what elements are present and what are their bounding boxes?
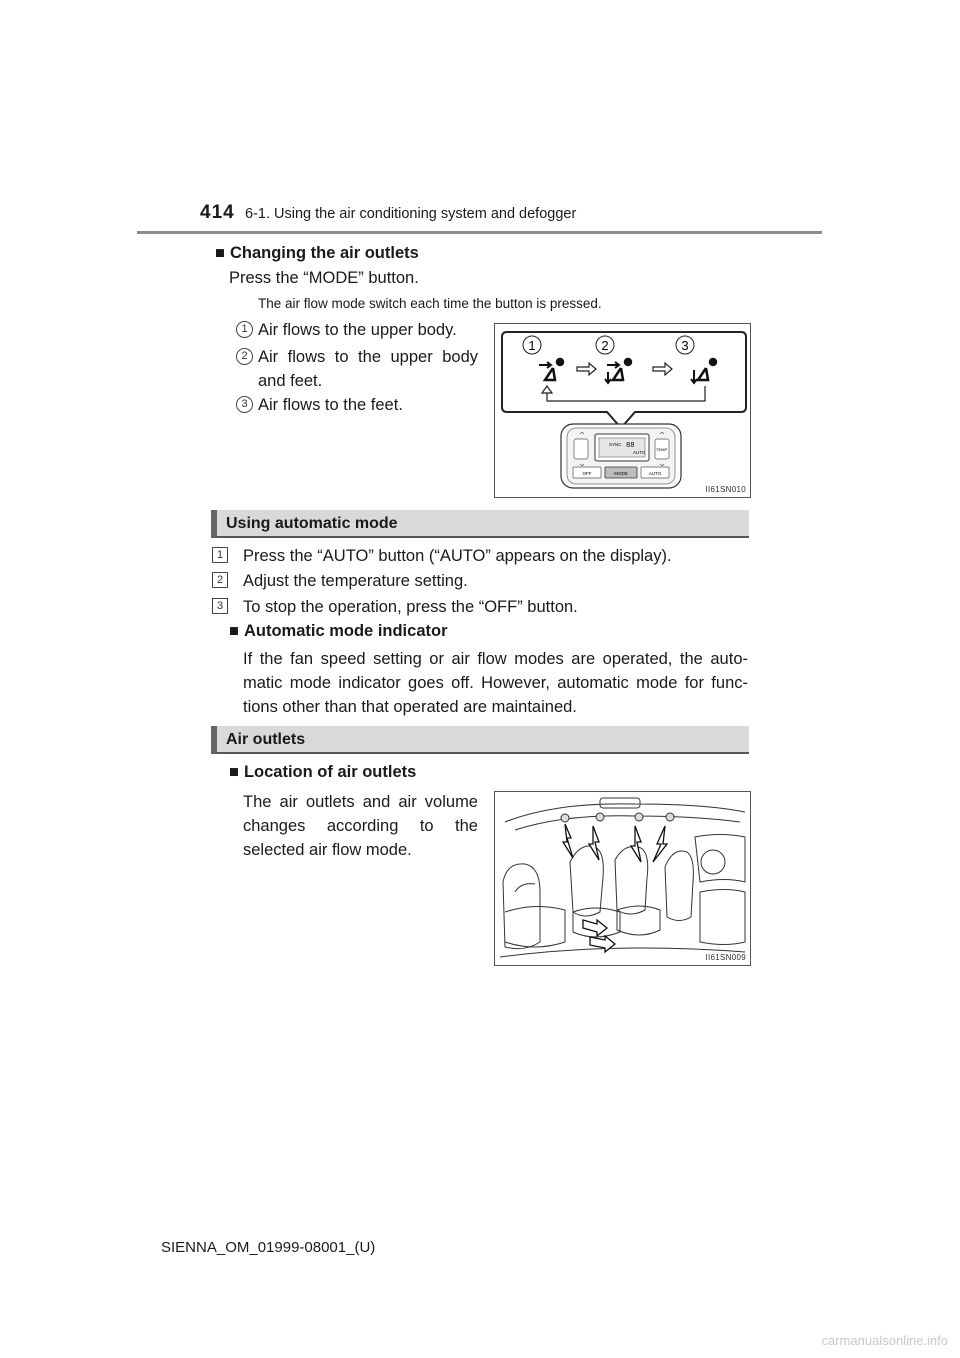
- display-sync: SYNC: [609, 442, 622, 447]
- indicator-line-3: tions other than that operated are maintained.: [243, 698, 577, 716]
- step-text-2: Adjust the temperature setting.: [243, 572, 468, 590]
- step-number-3: 3: [212, 598, 228, 614]
- section-band-air-outlets: [211, 726, 749, 754]
- temp-label: TEMP: [656, 447, 668, 452]
- section-title-air-outlets: Air outlets: [226, 731, 306, 748]
- vehicle-interior-figure: [494, 791, 751, 966]
- outlets-desc-line-3: selected air flow mode.: [243, 841, 412, 859]
- off-label: OFF: [582, 471, 592, 476]
- item-text-3: Air flows to the feet.: [258, 396, 403, 414]
- outlets-desc-line-1: The air outlets and air volume: [243, 793, 478, 811]
- mode-instruction: Press the “MODE” button.: [229, 269, 419, 287]
- step-text-3: To stop the operation, press the “OFF” button.: [243, 598, 578, 616]
- figure-code: II61SN009: [705, 953, 746, 962]
- indicator-line-2: matic mode indicator goes off. However, automatic mode for func-: [243, 674, 748, 692]
- mode-label: MODE: [614, 471, 628, 476]
- callout-2: 2: [601, 338, 609, 353]
- item-text-2-line2: and feet.: [258, 372, 323, 390]
- item-text-1: Air flows to the upper body.: [258, 321, 457, 339]
- section-title-automatic-mode: Using automatic mode: [226, 515, 398, 532]
- callout-1: 1: [528, 338, 536, 353]
- bullet-square-icon: ■: [229, 763, 239, 781]
- callout-3: 3: [681, 338, 689, 353]
- step-text-1: Press the “AUTO” button (“AUTO” appears on the display).: [243, 547, 672, 565]
- indicator-line-1: If the fan speed setting or air flow modes are operated, the auto-: [243, 650, 748, 668]
- section-title: 6-1. Using the air conditioning system and defogger: [245, 206, 577, 222]
- heading-location-air-outlets: ■ Location of air outlets: [229, 763, 417, 781]
- bullet-square-icon: ■: [215, 244, 225, 262]
- air-flow-mode-figure: [494, 323, 751, 498]
- vehicle-interior-illustration: [495, 792, 750, 965]
- outlets-desc-line-2: changes according to the: [243, 817, 478, 835]
- auto-label: AUTO: [648, 471, 662, 476]
- mode-note: The air flow mode switch each time the button is pressed.: [258, 296, 602, 311]
- item-text-2-line1: Air flows to the upper body: [258, 348, 478, 366]
- step-number-2: 2: [212, 572, 228, 588]
- display-auto: AUTO: [633, 450, 646, 455]
- page-number: 414: [200, 202, 235, 223]
- item-number-3: 3: [236, 396, 253, 413]
- header-rule: [137, 231, 822, 234]
- section-band-automatic-mode: [211, 510, 749, 538]
- svg-text:88: 88: [626, 442, 635, 450]
- item-number-1: 1: [236, 321, 253, 338]
- heading-automatic-mode-indicator: ■ Automatic mode indicator: [229, 622, 448, 640]
- item-number-2: 2: [236, 348, 253, 365]
- figure-code: II61SN010: [705, 485, 746, 494]
- air-flow-arrows: [563, 824, 667, 952]
- step-number-1: 1: [212, 547, 228, 563]
- watermark: carmanualsonline.info: [821, 1333, 948, 1348]
- heading-changing-outlets: ■ Changing the air outlets: [215, 244, 419, 262]
- air-flow-mode-illustration: [495, 324, 750, 497]
- bullet-square-icon: ■: [229, 622, 239, 640]
- footer-document-code: SIENNA_OM_01999-08001_(U): [161, 1239, 376, 1256]
